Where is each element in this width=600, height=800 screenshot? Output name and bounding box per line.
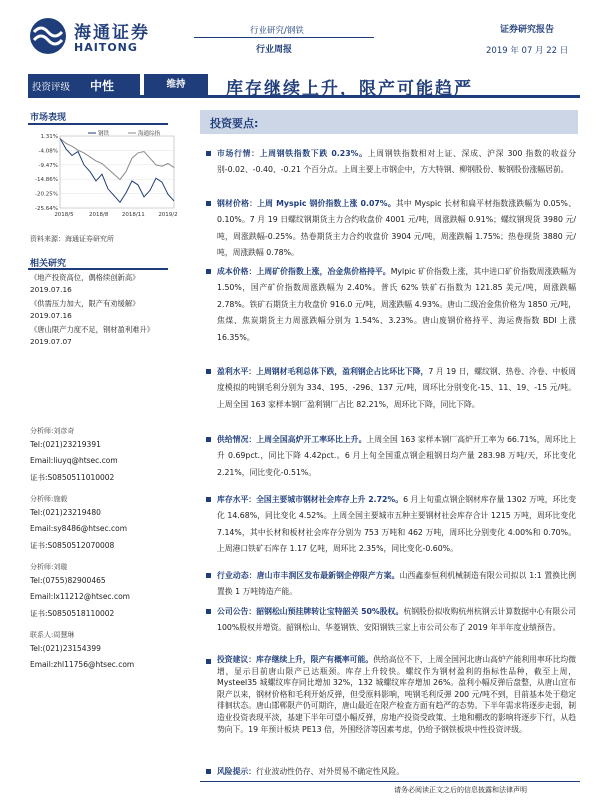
analyst-cert: 证书:S0850518110002 xyxy=(30,609,115,618)
legend-label: 海通综指 xyxy=(138,131,161,137)
bullet-headline: 风险提示： xyxy=(217,767,256,776)
analyst-tel: Tel:(021)23219480 xyxy=(30,508,101,517)
bullet-market xyxy=(206,146,576,179)
rating-banner xyxy=(28,74,580,98)
bullet-headline: 供给情况：上周全国高炉开工率环比上升。 xyxy=(217,435,367,444)
bullet-body: Mylpic 矿价指数上涨，其中进口矿价指数周涨跌幅为 1.50%，国产矿价指数周涨跌幅为 2.40%。普氏 62% 铁矿石指数为 121.85 美元/吨，周涨跌幅 2.78%。铁矿石期货主力收盘价 916.0 元/吨，周涨跌幅 4.93%。唐山二级冶金焦价格为 1850 元/吨，焦煤、焦炭期货主力周涨跌幅分别为 1.54%、3.23%。唐山废钢价格持平、海运费指数 BDI 上涨 16.35%。 xyxy=(217,267,576,342)
key-points-header xyxy=(200,110,578,134)
y-tick-label: -14.86% xyxy=(35,177,58,184)
bullet-body: 上周钢铁指数相对上证、深成、沪深 300 指数的收益分别-0.02、-0.40、-0.21 个百分点。上周主要上市钢企中，方大特钢、柳钢股份、鞍钢股份涨幅居前。 xyxy=(217,149,576,175)
y-tick-label: -9.47% xyxy=(38,162,58,169)
analyst-email[interactable]: Email:sy8486@htsec.com xyxy=(30,524,128,533)
analyst-cert: 证书:S0850511010002 xyxy=(30,473,115,482)
y-tick-label: 1.31% xyxy=(40,134,58,140)
related-report-title[interactable]: 《供需压力加大，限产有劝缓解》 xyxy=(30,299,140,308)
bullet-headline: 市场行情：上周钢铁指数下跌 0.23%。 xyxy=(217,149,368,158)
bullet-profitability xyxy=(206,364,576,413)
report-type: 行业周报 xyxy=(256,45,293,55)
related-report-date: 2019.07.16 xyxy=(30,285,72,294)
report-date: 2019 年 07 月 22 日 xyxy=(486,46,569,56)
bullet-industry-news xyxy=(206,568,576,601)
analyst-tel: Tel:(021)23219391 xyxy=(30,440,101,449)
bullet-headline: 钢材价格：上周 Myspic 钢价指数上涨 0.07%。 xyxy=(217,199,396,208)
rating-change: 维持 xyxy=(144,74,208,96)
analyst-tel: Tel:(0755)82900465 xyxy=(30,576,106,585)
bullet-square-icon xyxy=(206,659,211,664)
footer-disclaimer: 请务必阅读正文之后的信息披露和法律声明 xyxy=(394,786,527,794)
market-heading: 市场表现 xyxy=(30,113,67,123)
x-tick-label: 2019/2 xyxy=(158,212,178,218)
analyst-name: 分析师:施毅 xyxy=(30,495,68,503)
bullet-body: 7 月 19 日，螺纹钢、热卷、冷卷、中板周度模拟的吨钢毛利分别为 334、195、-296、137 元/吨，周环比分别变化-15、11、19、-15 元/吨。上周全国 163 家样本钢厂盈利钢厂占比 82.21%，周环比下降，同比下降。 xyxy=(217,367,576,409)
logo-english-name: HAITONG xyxy=(74,41,138,54)
y-tick-label: -25.64% xyxy=(35,206,58,212)
bullet-supply xyxy=(206,432,576,481)
logo-chinese-name: 海通证券 xyxy=(74,23,150,43)
bullet-square-icon xyxy=(206,497,211,502)
header-divider xyxy=(194,37,374,38)
related-heading-rule xyxy=(28,268,168,270)
bullet-headline: 投资建议：库存继续上升，限产有概率可能。 xyxy=(217,655,374,664)
bullet-square-icon xyxy=(206,769,211,774)
rating-label: 投资评级 xyxy=(32,82,71,93)
related-report-title[interactable]: 《唐山限产力度不足，钢材盈利难升》 xyxy=(30,325,155,334)
related-report-title[interactable]: 《地产投资高位，偶格续创新高》 xyxy=(30,273,140,282)
chart-source: 资料来源：海通证券研究所 xyxy=(30,235,114,243)
analyst-email[interactable]: Email:liuyq@htsec.com xyxy=(30,456,118,465)
series-line-海通综指 xyxy=(60,138,174,179)
bullet-square-icon xyxy=(206,201,211,206)
contact-email[interactable]: Email:zhl11756@htsec.com xyxy=(30,660,135,669)
related-heading: 相关研究 xyxy=(30,259,67,269)
series-line-钢铁 xyxy=(60,138,174,202)
footer-divider xyxy=(200,781,580,782)
bullet-headline: 盈利水平：上周钢材毛利总体下跌，盈利钢企占比环比下降， xyxy=(217,367,429,376)
related-report-date: 2019.07.16 xyxy=(30,311,72,320)
related-report-date: 2019.07.07 xyxy=(30,337,72,346)
bullet-cost-prices xyxy=(206,264,576,346)
bullet-investment-advice xyxy=(206,654,576,735)
bullet-square-icon xyxy=(206,369,211,374)
rating-value: 中性 xyxy=(90,79,115,93)
legend-label: 钢铁 xyxy=(98,131,110,137)
bullet-inventory xyxy=(206,492,576,558)
bullet-body: 供给高位不下，上周全国河北唐山高炉产能利用率环比均微增，显示目前唐山限产已达瓶颈。库存上升较快。螺纹作为钢材盈利的指标性品种，截至上周，Mysteel35 城螺纹库存同比增加 32%，132 城螺纹库存增加 26%。盈利小幅反弹后盘整，从唐山宣布限产以来，钢材价格和毛利开始反弹，但受原料影响，吨钢毛利反弹 200 元/吨不到，目前基本处于稳定徘徊状态。唐山邯郸限产仍可期许，唐山最近在限产检查方面有趋严的态势。下半年需求将逐步走弱，制造业投资表现平淡，基建下半年可望小幅反弹，房地产投资受政策、土地和棚改的影响将逐步下行，从趋势向下。19 年预计板块 PE13 倍，外围经济等因素考虑，仍给予钢铁板块中性投资评级。 xyxy=(217,655,577,734)
analyst-name: 分析师:刘彦奇 xyxy=(30,427,75,435)
bullet-headline: 成本价格：上周矿价指数上涨，冶金焦价格持平。 xyxy=(217,267,391,276)
x-tick-label: 2018/11 xyxy=(121,212,145,218)
rating-box xyxy=(28,74,140,96)
bullet-risk xyxy=(206,764,576,780)
analyst-email[interactable]: Email:lx11212@htsec.com xyxy=(30,592,130,601)
bullet-body: 杭钢股份拟收购杭州杭钢云计算数据中心有限公司 100%股权并增资。韶钢松山、华菱钢铁、安阳钢铁三家上市公司公布了 2019 年半年度业绩预告。 xyxy=(217,607,576,633)
bullet-headline: 公司公告：韶钢松山预挂牌转让宝特韶关 50%股权。 xyxy=(217,607,404,616)
report-title: 库存继续上升，限产可能趋严 xyxy=(226,79,473,99)
contact-name: 联系人:周慧琳 xyxy=(30,631,75,639)
document-type: 证券研究报告 xyxy=(500,25,555,35)
bullet-body: 上周全国 163 家样本钢厂高炉开工率为 66.71%，周环比上升 0.69pct.，同比下降 4.42pct.。6 月上旬全国重点钢企粗钢日均产量 283.98 万吨/天，环比变化 2.21%，同比变化-0.51%。 xyxy=(217,435,577,477)
company-logo xyxy=(28,14,150,62)
bullet-body: 其中 Myspic 长材和扁平材指数涨跌幅为 0.05%、0.10%。7 月 19 日螺纹钢期货主力合约收盘价 4001 元/吨，周涨跌幅 0.91%；螺纹钢现货 3980 元/吨，周涨跌幅-0.25%。热卷期货主力合约收盘价 3904 元/吨，周涨跌幅 1.75%；热卷现货 3880 元/吨，周涨跌幅 0.78%。 xyxy=(217,199,576,258)
chart-plot-frame xyxy=(60,136,174,208)
analyst-cert: 证书:S0850512070008 xyxy=(30,541,115,550)
key-points-heading: 投资要点: xyxy=(210,117,259,130)
market-heading-rule xyxy=(28,123,168,125)
bullet-square-icon xyxy=(206,609,211,614)
bullet-company-news xyxy=(206,604,576,637)
y-tick-label: -20.25% xyxy=(35,191,58,198)
x-tick-label: 2018/8 xyxy=(88,212,109,218)
x-tick-label: 2018/5 xyxy=(54,212,74,218)
bullet-body: 6 月上旬重点钢企钢材库存量 1302 万吨，环比变化 14.68%，同比变化 4.52%。上周全国主要城市五种主要钢材社会库存合计 1215 万吨，周环比变化 7.14%，其中长材和板材社会库存分别为 753 万吨和 462 万吨，周环比分别变化 4.00%和 0.70%。上周港口铁矿石库存 1.17 亿吨，周环比 2.35%，同比变化-0.60%。 xyxy=(217,495,576,554)
y-tick-label: -4.08% xyxy=(38,148,58,155)
bullet-square-icon xyxy=(206,573,211,578)
bullet-square-icon xyxy=(206,269,211,274)
bullet-square-icon xyxy=(206,437,211,442)
haitong-logo-icon xyxy=(28,16,68,56)
bullet-body: 行业波动性仍存、对外贸易不确定性风险。 xyxy=(255,767,405,776)
bullet-body: 山西鑫泰恒利机械制造有限公司拟以 1:1 置换比例置换 1 万吨铸造产能。 xyxy=(217,571,576,597)
bullet-steel-prices xyxy=(206,196,576,262)
bullet-headline: 行业动态：唐山市丰润区发布最新钢企停限产方案。 xyxy=(217,571,400,580)
bullet-headline: 库存水平：全国主要城市钢材社会库存上升 2.72%。 xyxy=(217,495,404,504)
market-performance-chart xyxy=(28,130,178,220)
bullet-square-icon xyxy=(206,151,211,156)
analyst-name: 分析师:刘璇 xyxy=(30,563,68,571)
contact-tel: Tel:(021)23154399 xyxy=(30,644,101,653)
report-category: 行业研究/钢铁 xyxy=(250,26,304,36)
